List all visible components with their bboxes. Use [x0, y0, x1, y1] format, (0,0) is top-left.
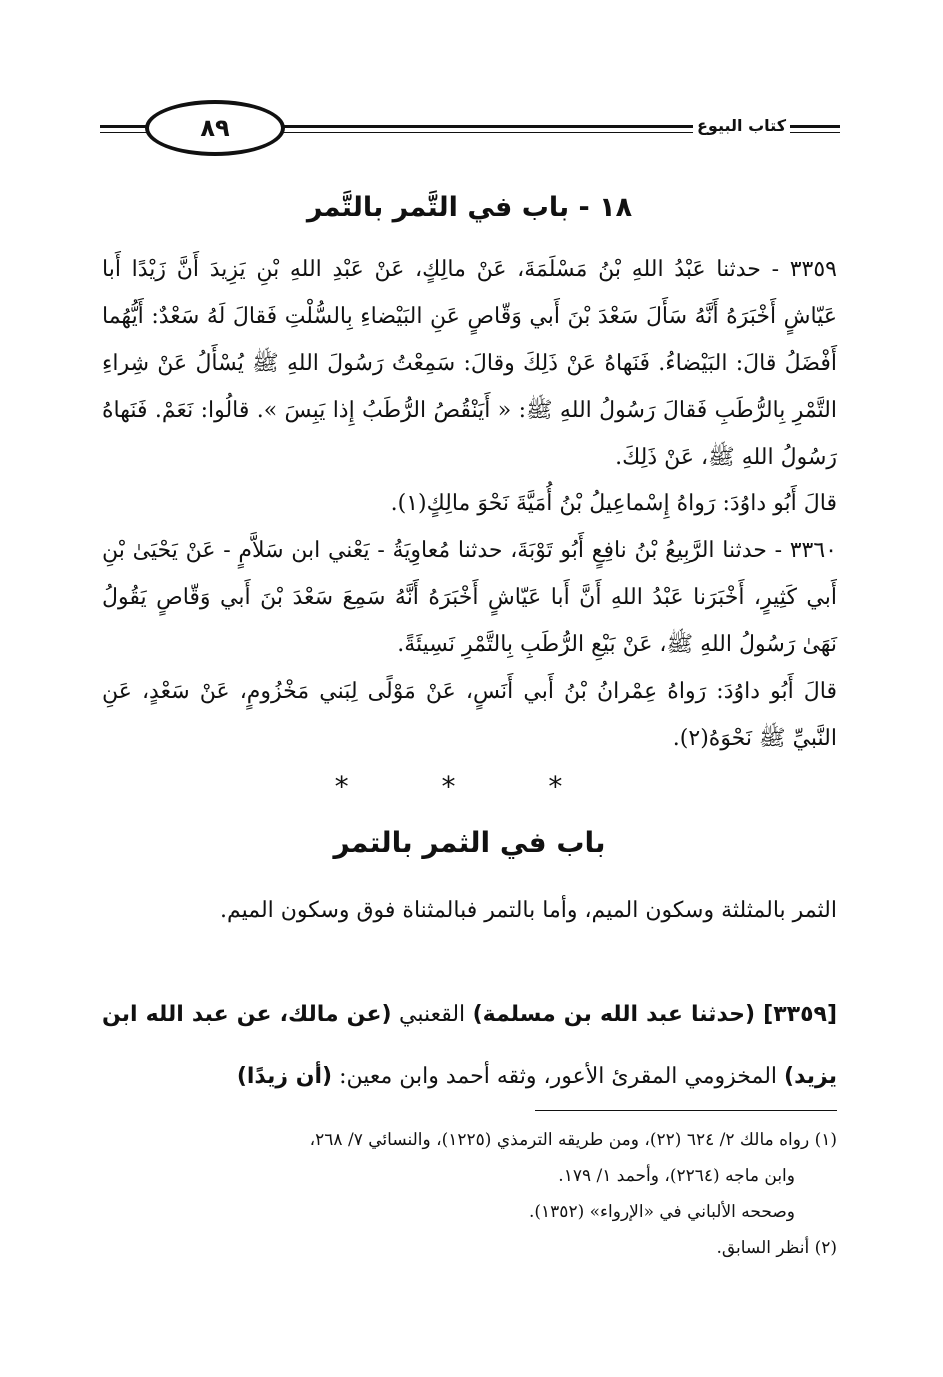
hadith-3359-note-text: قالَ أَبُو داوُدَ: رَواهُ إِسْماعِيلُ بْنُ أُمَيَّةَ نَحْوَ مالِكٍ(١).	[390, 491, 837, 516]
section-separator: * * *	[334, 770, 605, 803]
footnote-1-line-3: وصححه الألباني في «الإرواء» (١٣٥٢).	[529, 1202, 795, 1222]
chapter-heading: ١٨ - باب في التَّمر بالتَّمر	[306, 192, 633, 223]
hadith-3360-text: ٣٣٦٠ - حدثنا الرَّبِيعُ بْنُ نافِعٍ أَبُو تَوْبَةَ، حدثنا مُعاوِيَةُ - يَعْني ابن سَلاَّمٍ - عَنْ يَحْيَىٰ بْنِ أَبي كَثِيرٍ، أَخْبَرَنا عَبْدُ اللهِ أَنَّ أَبا عَيّاشٍ أَخْبَرَهُ أَنَّهُ سَمِعَ سَعْدَ بْنَ أَبي وَقّاصٍ يَقُولُ نَهَىٰ رَسُولُ اللهِ ﷺ، عَنْ بَيْعِ الرُّطَبِ بِالتَّمْرِ نَسِيئَةً.	[102, 538, 837, 657]
hadith-3359-text: ٣٣٥٩ - حدثنا عَبْدُ اللهِ بْنُ مَسْلَمَةَ، عَنْ مالِكٍ، عَنْ عَبْدِ اللهِ بْنِ يَزِيدَ أَنَّ زَيْدًا أَبا عَيّاشٍ أَخْبَرَهُ أَنَّهُ سَأَلَ سَعْدَ بْنَ أَبي وَقّاصٍ عَنِ البَيْضاءِ بِالسُّلْتِ فَقالَ لَهُ سَعْدٌ: أَيُّهُما أَفْضَلُ قالَ: البَيْضاءُ. فَنَهاهُ عَنْ ذَلِكَ وقالَ: سَمِعْتُ رَسُولَ اللهِ ﷺ يُسْأَلُ عَنْ شِراءِ التَّمْرِ بِالرُّطَبِ فَقالَ رَسُولُ اللهِ ﷺ: « أَيَنْقُصُ الرُّطَبُ إِذا يَبِسَ ». قالُوا: نَعَمْ. فَنَهاهُ رَسُولُ اللهِ ﷺ، عَنْ ذَلِكَ.	[102, 257, 837, 470]
commentary-para-1-text: الثمر بالمثلثة وسكون الميم، وأما بالتمر فبالمثناة فوق وسكون الميم.	[219, 898, 837, 923]
hadith-3359	[102, 246, 837, 481]
commentary-text-1: القعنبي	[391, 1002, 473, 1027]
page-number: ٨٩	[200, 114, 230, 142]
footnote-1-line-2: وابن ماجه (٢٢٦٤)، وأحمد ١/ ١٧٩.	[558, 1166, 795, 1186]
hadith-3360-note-text: قالَ أَبُو داوُدَ: رَواهُ عِمْرانُ بْنُ أَبي أَنَسٍ، عَنْ مَوْلًى لِبَني مَخْزُومٍ، عَنْ سَعْدٍ، عَنِ النَّبيِّ ﷺ نَحْوَهُ(٢).	[102, 679, 837, 751]
commentary-para-2	[102, 984, 879, 1108]
commentary-heading: باب في الثمر بالتمر	[333, 826, 606, 859]
page-header	[100, 98, 840, 158]
hadith-3360	[102, 527, 837, 668]
header-rule-left	[100, 125, 150, 128]
running-title: كتاب البيوع	[693, 116, 790, 135]
footnote-divider	[535, 1110, 837, 1111]
commentary-para-1	[102, 880, 879, 942]
commentary-bold-3: (أن زيدًا)	[236, 1064, 333, 1089]
page-number-oval	[145, 100, 285, 156]
footnote-1-line-1: (١) رواه مالك ٢/ ٦٢٤ (٢٢)، ومن طريقه الترمذي (١٢٢٥)، والنسائي ٧/ ٢٦٨،	[309, 1130, 837, 1150]
hadith-3360-note	[102, 668, 879, 762]
commentary-text-2: المخزومي المقرئ الأعور، وثقه أحمد وابن معين:	[332, 1064, 785, 1089]
footnotes	[102, 1122, 837, 1266]
commentary-bold-1: [٣٣٥٩] (حدثنا عبد الله بن مسلمة)	[472, 1002, 837, 1027]
header-rule-left-thin	[100, 132, 150, 133]
commentary-bold-2: (عن مالك، عن عبد الله ابن يزيد)	[102, 1002, 837, 1089]
footnote-2: (٢) أنظر السابق.	[716, 1238, 837, 1258]
hadith-3359-note	[102, 480, 879, 527]
